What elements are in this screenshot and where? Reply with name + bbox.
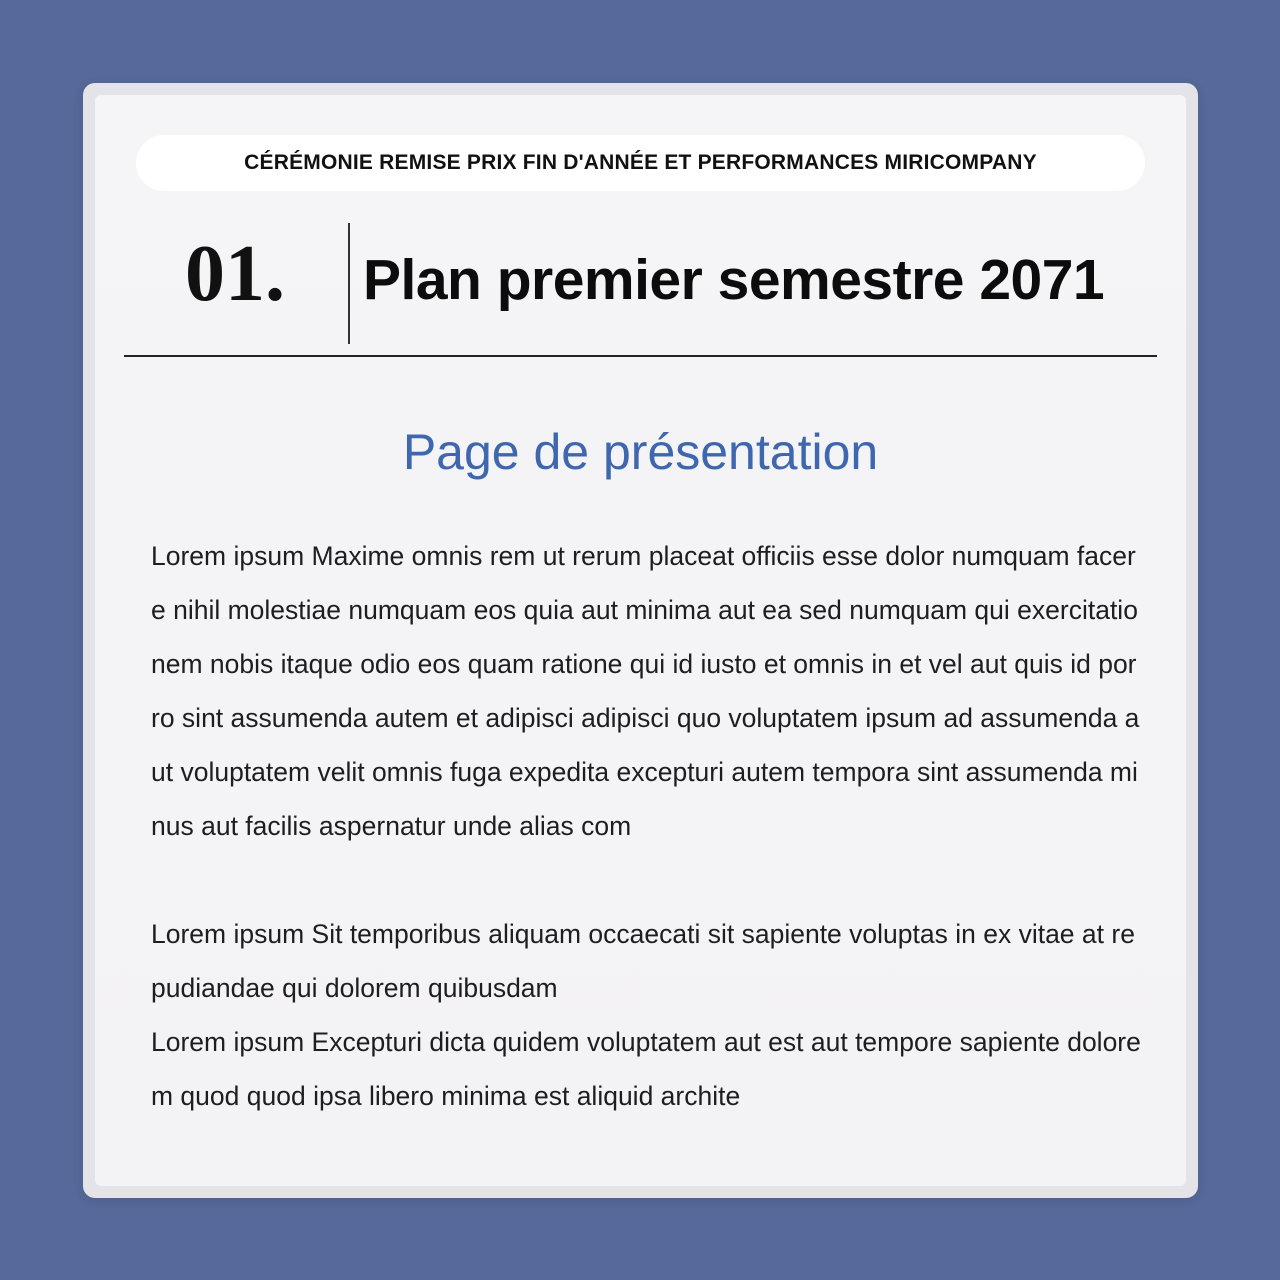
paragraph-spacer	[151, 853, 1141, 907]
slide-card	[83, 83, 1198, 1198]
page-heading: Page de présentation	[402, 424, 879, 480]
vertical-divider	[348, 223, 350, 344]
body-paragraph-2: Lorem ipsum Sit temporibus aliquam occaecati sit sapiente voluptas in ex vitae at repudiandae qui dolorem quibusdam	[151, 919, 1135, 1003]
slide-content	[95, 95, 1186, 1186]
section-title: Plan premier semestre 2071	[363, 248, 1105, 312]
horizontal-divider	[124, 355, 1157, 357]
body-text	[151, 529, 1141, 1123]
body-paragraph-1: Lorem ipsum Maxime omnis rem ut rerum placeat officiis esse dolor numquam facere nihil molestiae numquam eos quia aut minima aut ea sed numquam qui exercitationem nobis itaque odio eos quam ratione qui id iusto et omnis in et vel aut quis id porro sint assumenda autem et adipisci adipisci quo voluptatem ipsum ad assumenda aut voluptatem velit omnis fuga expedita excepturi autem tempora sint assumenda minus aut facilis aspernatur unde alias com	[151, 541, 1140, 841]
section-number: 01.	[185, 230, 285, 318]
body-paragraph-3: Lorem ipsum Excepturi dicta quidem voluptatem aut est aut tempore sapiente dolorem quod quod ipsa libero minima est aliquid archite	[151, 1027, 1141, 1111]
event-title-banner: CÉRÉMONIE REMISE PRIX FIN D'ANNÉE ET PERFORMANCES MIRICOMPANY	[136, 135, 1145, 191]
